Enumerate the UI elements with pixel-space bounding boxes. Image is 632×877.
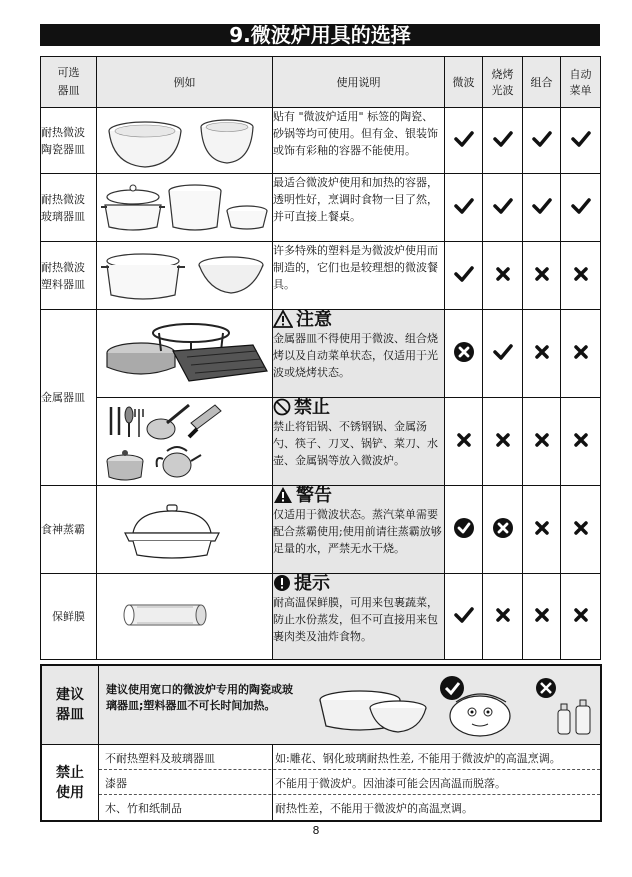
cross-icon xyxy=(534,266,550,282)
cross-icon xyxy=(573,607,589,623)
check-icon xyxy=(532,197,552,215)
circle-check-icon xyxy=(453,517,475,539)
mark-glass-mw xyxy=(445,174,483,242)
check-icon xyxy=(493,197,513,215)
category-plastic: 耐热微波 塑料器皿 xyxy=(41,242,97,310)
attention-text: 金属器皿不得使用于微波、组合烧烤以及自动菜单状态，仅适用于光波或烧烤状态。 xyxy=(273,332,438,379)
usage-glass: 最适合微波炉使用和加热的容器，透明性好，烹调时食物一目了然，并可直接上餐桌。 xyxy=(273,174,445,242)
wrap-tip-notice xyxy=(273,574,445,660)
cross-icon xyxy=(534,344,550,360)
category-metal: 金属器皿 xyxy=(41,310,97,486)
cross-icon xyxy=(573,432,589,448)
cross-icon xyxy=(534,520,550,536)
row-glass xyxy=(41,174,601,242)
prohibited-use-label: 禁止 使用 xyxy=(42,745,99,820)
row-metal-prohibited xyxy=(41,398,601,486)
mark-glass-combo xyxy=(523,174,561,242)
prohibited-row xyxy=(99,745,600,770)
metal-attention-notice xyxy=(273,310,445,398)
mark-ceramic-combo xyxy=(523,108,561,174)
usage-ceramic: 贴有 "微波炉适用" 标签的陶瓷、砂锅等均可使用。但有金、银装饰或饰有彩釉的容器不能使用。 xyxy=(273,108,445,174)
prohibited-heading: 禁止 xyxy=(294,396,330,418)
suggested-text: 建议使用宽口的微波炉专用的陶瓷或玻璃器皿;塑料器皿不可长时间加热。 xyxy=(106,683,293,712)
info-exclamation-icon xyxy=(273,574,291,592)
mark-glass-auto xyxy=(561,174,601,242)
plastic-containers-image xyxy=(97,242,273,310)
mark-metal2-auto xyxy=(561,398,601,486)
circle-x-icon xyxy=(492,517,514,539)
cross-icon xyxy=(534,607,550,623)
row-plastic xyxy=(41,242,601,310)
check-icon xyxy=(532,130,552,148)
prohibited-text: 禁止将铝锅、不锈钢锅、金属汤勺、筷子、刀叉、锅铲、菜刀、水壶、金属锅等放入微波炉。 xyxy=(273,420,438,467)
check-icon xyxy=(454,130,474,148)
usage-plastic: 许多特殊的塑料是为微波炉使用而制造的，它们也是较理想的微波餐具。 xyxy=(273,242,445,310)
circle-x-icon xyxy=(453,341,475,363)
mark-ceramic-auto xyxy=(561,108,601,174)
mark-wrap-mw xyxy=(445,574,483,660)
mark-steamer-mw xyxy=(445,486,483,574)
tip-text: 耐高温保鲜膜，可用来包裹蔬菜，防止水份蒸发，但不可直接用来包裹肉类及油炸食物。 xyxy=(273,596,438,643)
suggested-illustration xyxy=(300,672,596,740)
suggested-label: 建议 器皿 xyxy=(42,666,99,744)
category-glass: 耐热微波 玻璃器皿 xyxy=(41,174,97,242)
mark-wrap-grill xyxy=(483,574,523,660)
category-wrap: 保鲜膜 xyxy=(41,574,97,660)
mark-plastic-mw xyxy=(445,242,483,310)
page-number: 8 xyxy=(312,824,320,837)
mark-ceramic-grill xyxy=(483,108,523,174)
header-combo: 组合 xyxy=(523,57,561,108)
cross-icon xyxy=(534,432,550,448)
cling-wrap-image xyxy=(97,574,273,660)
header-auto: 自动 菜单 xyxy=(561,57,601,108)
metal-trays-image xyxy=(97,310,273,398)
cross-icon xyxy=(573,344,589,360)
mark-ceramic-mw xyxy=(445,108,483,174)
steamer-warning-notice xyxy=(273,486,445,574)
mark-plastic-auto xyxy=(561,242,601,310)
attention-heading: 注意 xyxy=(296,308,332,330)
mark-metal1-combo xyxy=(523,310,561,398)
prohibited-row xyxy=(99,795,600,820)
cross-icon xyxy=(495,607,511,623)
glass-dishes-image xyxy=(97,174,273,242)
mark-steamer-auto xyxy=(561,486,601,574)
prohibited-icon xyxy=(273,398,291,416)
cross-icon xyxy=(495,432,511,448)
check-icon xyxy=(454,606,474,624)
mark-metal2-combo xyxy=(523,398,561,486)
mark-wrap-combo xyxy=(523,574,561,660)
check-icon xyxy=(571,197,591,215)
mark-plastic-combo xyxy=(523,242,561,310)
category-steamer: 食神蒸霸 xyxy=(41,486,97,574)
prohibited-reason: 耐热性差，不能用于微波炉的高温烹调。 xyxy=(275,802,473,815)
warning-text: 仅适用于微波状态。蒸汽菜单需要配合蒸霸使用;使用前请往蒸霸放够足量的水，严禁无水干烧。 xyxy=(273,508,442,555)
check-icon xyxy=(571,130,591,148)
mark-metal1-auto xyxy=(561,310,601,398)
prohibited-item: 漆器 xyxy=(105,777,127,790)
header-row xyxy=(41,57,601,108)
metal-utensils-image xyxy=(97,398,273,486)
check-icon xyxy=(493,130,513,148)
warning-heading: 警告 xyxy=(296,484,332,506)
header-example: 例如 xyxy=(97,57,273,108)
check-icon xyxy=(454,197,474,215)
mark-metal2-mw xyxy=(445,398,483,486)
row-steamer xyxy=(41,486,601,574)
header-grill: 烧烤 光波 xyxy=(483,57,523,108)
cross-icon xyxy=(456,432,472,448)
mark-metal1-mw xyxy=(445,310,483,398)
mark-glass-grill xyxy=(483,174,523,242)
header-category: 可选 器皿 xyxy=(41,57,97,108)
prohibited-item: 不耐热塑料及玻璃器皿 xyxy=(105,752,215,765)
steamer-image xyxy=(97,486,273,574)
recommendation-box xyxy=(40,664,602,822)
page-title: 9.微波炉用具的选择 xyxy=(40,24,600,46)
category-ceramic: 耐热微波 陶瓷器皿 xyxy=(41,108,97,174)
header-usage: 使用说明 xyxy=(273,57,445,108)
cross-icon xyxy=(573,266,589,282)
mark-steamer-combo xyxy=(523,486,561,574)
suggested-row xyxy=(42,666,600,745)
ceramic-bowls-image xyxy=(97,108,273,174)
cross-icon xyxy=(495,266,511,282)
mark-plastic-grill xyxy=(483,242,523,310)
mark-metal2-grill xyxy=(483,398,523,486)
header-microwave: 微波 xyxy=(445,57,483,108)
row-metal-attention xyxy=(41,310,601,398)
prohibited-reason: 如:雕花、钢化玻璃耐热性差, 不能用于微波炉的高温烹调。 xyxy=(275,752,561,765)
prohibited-item: 木、竹和纸制品 xyxy=(105,802,182,815)
check-icon xyxy=(493,343,513,361)
check-icon xyxy=(454,265,474,283)
tip-heading: 提示 xyxy=(294,572,330,594)
cross-icon xyxy=(573,520,589,536)
prohibited-reason: 不能用于微波炉。因油漆可能会因高温而脱落。 xyxy=(275,777,506,790)
mark-steamer-grill xyxy=(483,486,523,574)
cookware-table xyxy=(40,56,601,660)
mark-metal1-grill xyxy=(483,310,523,398)
warning-triangle-icon xyxy=(273,310,293,328)
warning-filled-icon xyxy=(273,486,293,504)
row-wrap xyxy=(41,574,601,660)
metal-prohibited-notice xyxy=(273,398,445,486)
row-ceramic xyxy=(41,108,601,174)
prohibited-row xyxy=(99,770,600,795)
mark-wrap-auto xyxy=(561,574,601,660)
